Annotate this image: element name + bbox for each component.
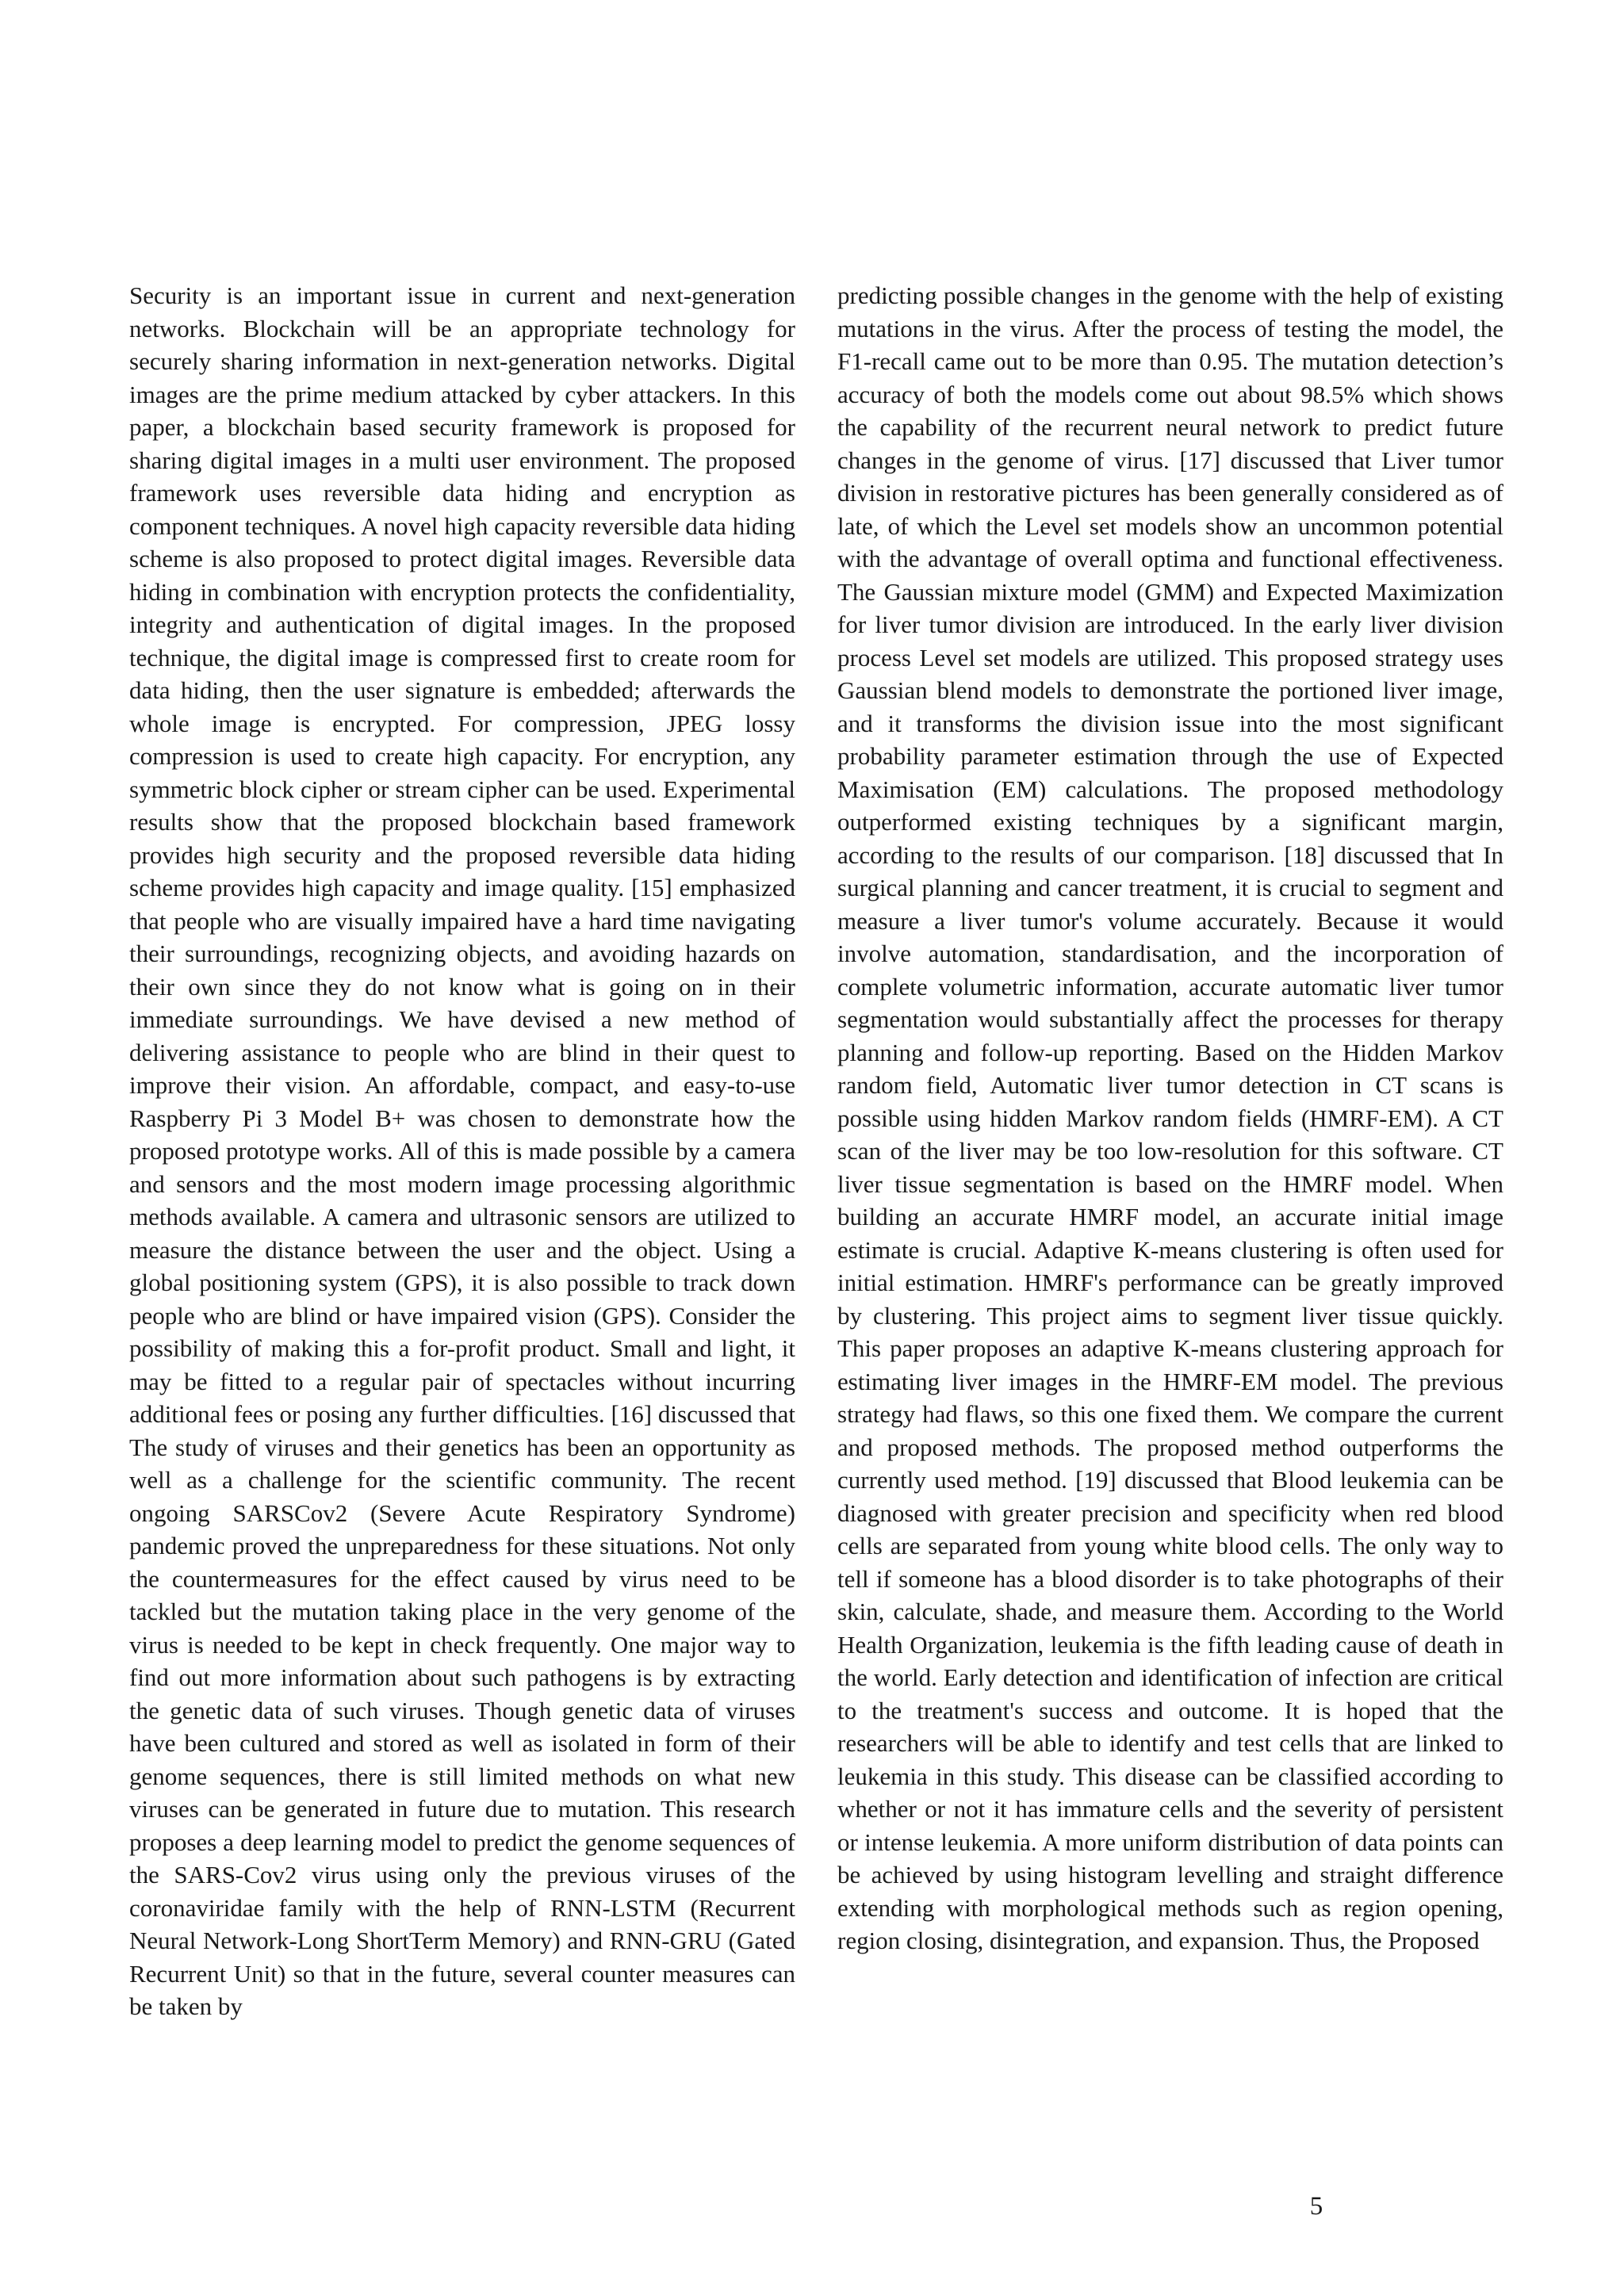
left-column-paragraph: Security is an important issue in current and next-generation networks. Blockchain will be an appropriate technology for securely sharing information in next-generation networks. Digital images are the prime medium attacked by cyber attackers. In this paper, a blockchain based security framework is proposed for sharing digital images in a multi user environment. The proposed framework uses reversible data hiding and encryption as component techniques. A novel high capacity reversible data hiding scheme is also proposed to protect digital images. Reversible data hiding in combination with encryption protects the confidentiality, integrity and authentication of digital images. In the proposed technique, the digital image is compressed first to create room for data hiding, then the user signature is embedded; afterwards the whole image is encrypted. For compression, JPEG lossy compression is used to create high capacity. For encryption, any symmetric block cipher or stream cipher can be used. Experimental results show that the proposed blockchain based framework provides high security and the proposed reversible data hiding scheme provides high capacity and image quality. [15] emphasized that people who are visually impaired have a hard time navigating their surroundings, recognizing objects, and avoiding hazards on their own since they do not know what is going on in their immediate surroundings. We have devised a new method of delivering assistance to people who are blind in their quest to improve their vision. An affordable, compact, and easy-to-use Raspberry Pi 3 Model B+ was chosen to demonstrate how the proposed prototype works. All of this is made possible by a camera and sensors and the most modern image processing algorithmic methods available. A camera and ultrasonic sensors are utilized to measure the distance between the user and the object. Using a global positioning system (GPS), it is also possible to track down people who are blind or have impaired vision (GPS). Consider the possibility of making this a for-profit product. Small and light, it may be fitted to a regular pair of spectacles without incurring additional fees or posing any further difficulties. [16] discussed that The study of viruses and their genetics has been an opportunity as well as a challenge for the scientific community. The recent ongoing SARSCov2 (Severe Acute Respiratory Syndrome) pandemic proved the unpreparedness for these situations. Not only the countermeasures for the effect caused by virus need to be tackled but the mutation taking place in the very genome of the virus is needed to be kept in check frequently. One major way to find out more information about such pathogens is by extracting the genetic data of such viruses. Though genetic data of viruses have been cultured and stored as well as isolated in form of their genome sequences, there is still limited methods on what new viruses can be generated in future due to mutation. This research proposes a deep learning model to predict the genome sequences of the SARS-Cov2 virus using only the previous viruses of the coronaviridae family with the help of RNN-LSTM (Recurrent Neural Network-Long ShortTerm Memory) and RNN-GRU (Gated Recurrent Unit) so that in the future, several counter measures can be taken by [129,281,795,2020]
right-column-paragraph: predicting possible changes in the genome with the help of existing mutations in the virus. After the process of testing the model, the F1-recall came out to be more than 0.95. The mutation detection’s accuracy of both the models come out about 98.5% which shows the capability of the recurrent neural network to predict future changes in the genome of virus. [17] discussed that Liver tumor division in restorative pictures has been generally considered as of late, of which the Level set models show an uncommon potential with the advantage of overall optima and functional effectiveness. The Gaussian mixture model (GMM) and Expected Maximization for liver tumor division are introduced. In the early liver division process Level set models are utilized. This proposed strategy uses Gaussian blend models to demonstrate the portioned liver image, and it transforms the division issue into the most significant probability parameter estimation through the use of Expected Maximisation (EM) calculations. The proposed methodology outperformed existing techniques by a significant margin, according to the results of our comparison. [18] discussed that In surgical planning and cancer treatment, it is crucial to segment and measure a liver tumor's volume accurately. Because it would involve automation, standardisation, and the incorporation of complete volumetric information, accurate automatic liver tumor segmentation would substantially affect the processes for therapy planning and follow-up reporting. Based on the Hidden Markov random field, Automatic liver tumor detection in CT scans is possible using hidden Markov random fields (HMRF-EM). A CT scan of the liver may be too low-resolution for this software. CT liver tissue segmentation is based on the HMRF model. When building an accurate HMRF model, an accurate initial image estimate is crucial. Adaptive K-means clustering is often used for initial estimation. HMRF's performance can be greatly improved by clustering. This project aims to segment liver tissue quickly. This paper proposes an adaptive K-means clustering approach for estimating liver images in the HMRF-EM model. The previous strategy had flaws, so this one fixed them. We compare the current and proposed methods. The proposed method outperforms the currently used method. [19] discussed that Blood leukemia can be diagnosed with greater precision and specificity when red blood cells are separated from young white blood cells. The only way to tell if someone has a blood disorder is to take photographs of their skin, calculate, shade, and measure them. According to the World Health Organization, leukemia is the fifth leading cause of death in the world. Early detection and identification of infection are critical to the treatment's success and outcome. It is hoped that the researchers will be able to identify and test cells that are linked to leukemia in this study. This disease can be classified according to whether or not it has immature cells and the severity of persistent or intense leukemia. A more uniform distribution of data points can be achieved by using histogram levelling and straight difference extending with morphological methods such as region opening, region closing, disintegration, and expansion. Thus, the Proposed [837,281,1503,1954]
left-text-column [129,279,795,2179]
right-text-column [837,279,1503,2179]
page-number: 5 [1309,2192,1323,2221]
